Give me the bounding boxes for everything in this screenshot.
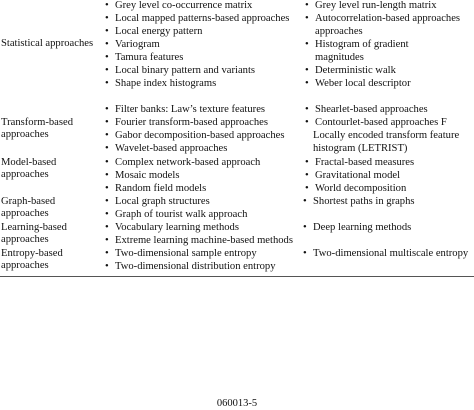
list-item-continuation: magnitudes xyxy=(315,52,364,63)
category-transform: Transform-based xyxy=(1,117,73,128)
list-item: • Shape index histograms xyxy=(105,78,217,89)
list-item: • Extreme learning machine-based methods xyxy=(105,235,293,246)
list-item-continuation: approaches xyxy=(315,26,363,37)
list-item: • Gravitational model xyxy=(305,170,401,181)
category-statistical: Statistical approaches xyxy=(1,38,94,49)
list-item: • Shortest paths in graphs xyxy=(303,196,415,207)
list-item: • Filter banks: Law’s texture features xyxy=(105,104,266,115)
page-footer: 060013-5 xyxy=(216,398,258,409)
list-item: • Variogram xyxy=(105,39,160,50)
category-entropy-line2: approaches xyxy=(1,260,49,271)
list-item: • Histogram of gradient xyxy=(305,39,409,50)
category-entropy: Entropy-based xyxy=(1,248,63,259)
category-learning: Learning-based xyxy=(1,222,67,233)
list-item: • Vocabulary learning methods xyxy=(105,222,239,233)
list-item: • Two-dimensional distribution entropy xyxy=(105,261,276,272)
list-item: • Fractal-based measures xyxy=(305,157,415,168)
list-item: Locally encoded transform feature xyxy=(313,130,460,141)
list-item: • Local graph structures xyxy=(105,196,210,207)
list-item: • Mosaic models xyxy=(105,170,180,181)
list-item: • Fourier transform-based approaches xyxy=(105,117,268,128)
list-item: • Local energy pattern xyxy=(105,26,203,37)
list-item: • Complex network-based approach xyxy=(105,157,261,168)
list-item: • Weber local descriptor xyxy=(305,78,411,89)
list-item: • Deterministic walk xyxy=(305,65,396,76)
category-learning-line2: approaches xyxy=(1,234,49,245)
list-item: • Tamura features xyxy=(105,52,184,63)
list-item: • Local mapped patterns-based approaches xyxy=(105,13,290,24)
list-item: • Grey level run-length matrix xyxy=(305,0,437,11)
category-graph-line2: approaches xyxy=(1,208,49,219)
list-item: • Contourlet-based approaches F xyxy=(305,117,447,128)
list-item: • Grey level co-occurrence matrix xyxy=(105,0,253,11)
table-bottom-rule xyxy=(0,276,474,277)
list-item: • Deep learning methods xyxy=(303,222,412,233)
category-transform-line2: approaches xyxy=(1,129,49,140)
category-model: Model-based xyxy=(1,157,57,168)
list-item: • World decomposition xyxy=(305,183,407,194)
list-item: • Two-dimensional multiscale entropy xyxy=(303,248,469,259)
list-item: • Gabor decomposition-based approaches xyxy=(105,130,285,141)
category-model-line2: approaches xyxy=(1,169,49,180)
list-item: • Graph of tourist walk approach xyxy=(105,209,248,220)
list-item: • Wavelet-based approaches xyxy=(105,143,228,154)
list-item: • Random field models xyxy=(105,183,207,194)
list-item: • Shearlet-based approaches xyxy=(305,104,428,115)
list-item-continuation: histogram (LETRIST) xyxy=(313,143,408,154)
list-item: • Local binary pattern and variants xyxy=(105,65,256,76)
list-item: • Autocorrelation-based approaches xyxy=(305,13,461,24)
category-graph: Graph-based xyxy=(1,196,56,207)
list-item: • Two-dimensional sample entropy xyxy=(105,248,257,259)
